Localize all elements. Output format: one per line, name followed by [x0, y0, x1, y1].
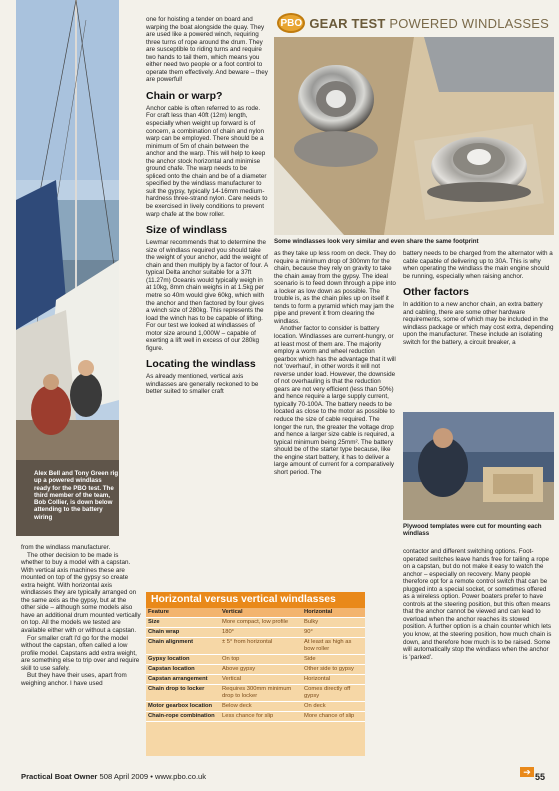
table-cell: 180°	[220, 628, 302, 638]
table-header-row	[146, 608, 365, 618]
table-cell: Chain drop to locker	[146, 685, 220, 702]
col2-paragraph: Anchor cable is often referred to as rode. For craft less than 40ft (12m) length, especially when weight up forward is of concern, a combination of chain and nylon warp can be employed. There should be a minimum of 5m of chain between the anchor and the warp. This will help to keep the anchor stock horizontal and minimise ground chafe. The warp needs to be spliced onto the chain and be of a diameter specified by the windlass manufacturer to suit the gypsy, typically 14-16mm medium-hardness three-strand nylon. Care needs to be exercised in lively conditions to prevent warp chafe at the bow roller.	[146, 104, 268, 218]
col3-paragraph: Another factor to consider is battery location. Windlasses are current-hungry, or at least most of them are. The majority employ a worm and wheel reduction gearbox which has the advantage that it will not 'overhaul', in other words it will not reverse under load. However, the downside of not overhauling is that the reduction gears are not very efficient (less than 50%) and hence require a large supply current, typically 70-100A. The battery needs to be located as close to the motor as possible to reduce the size of cable required. The longer the run, the greater the voltage drop and hence a larger size cable is required, a typical minimum being 25mm². The battery should be of the starter type because, like the engine start battery, it has to deliver a large amount of current for a comparatively short period. The	[274, 325, 396, 476]
table-cell: More chance of slip	[302, 712, 365, 722]
col4-paragraph: contactor and different switching options. Foot-operated switches leave hands free for tailing a rope on a capstan, but do not make it easy to watch the anchor – especially on recovery. Many people therefore opt for a remote control switch that can be plugged into a special socket, or sometimes offered as a wireless option. Power boaters prefer to have controls at the steering position, but this often means that the anchor cannot be viewed and can lead to overload when the anchor reaches its stowed position. A further option is a chain counter which lets you know, at the steering position, how much chain is down, and therefore how much is to be raised. Some will automatically stop the windlass when the anchor is 'parked'.	[403, 548, 552, 661]
table-cell: Comes directly off gypsy	[302, 685, 365, 702]
table-cell: Bulky	[302, 618, 365, 628]
col2-paragraph: Lewmar recommends that to determine the size of windlass required you should take the weight of your anchor, add the weight of chain and then multiply by a factor of four. A typical Delta anchor suitable for a 37ft (11.27m) Oceanis would typically weigh in at 10kg, 8mm chain weighs in at 1.5kg per metre so 40m would give 60kg, which with the anchor and then factored by four gives a winch size of 280kg. This represents the load the winch has to be capable of lifting. For our test we looked at windlasses of motor size around 1,000W – capable of exerting a lift well in excess of our 280kg figure.	[146, 239, 268, 352]
table-row	[146, 638, 365, 655]
table-row	[146, 702, 365, 712]
col2-paragraph: As already mentioned, vertical axis windlasses are generally reckoned to be better suited to smaller craft	[146, 373, 259, 396]
section-title-bold: GEAR TEST	[309, 15, 386, 31]
col3-paragraph: as they take up less room on deck. They do require a minimum drop of 300mm for the chain, because they rely on gravity to take the chain away from the gypsy. The ideal scenario is to feed down through a pipe into a locker as low down as possible. The trouble is, as the chain piles up on itself it tends to form a pyramid which may jam the pipe and prevent it from clearing the windlass.	[274, 250, 396, 325]
table-header-cell: Horizontal	[302, 608, 365, 618]
table-cell: On top	[220, 655, 302, 665]
text-column-4-continued	[403, 548, 554, 661]
issue-info: 508 April 2009	[99, 772, 149, 781]
table-row	[146, 665, 365, 675]
table-row	[146, 628, 365, 638]
table-cell: Gypsy location	[146, 655, 220, 665]
table-cell: Chain alignment	[146, 638, 220, 655]
templates-photo	[403, 412, 554, 520]
col1-paragraph: But they have their uses, apart from weighing anchor. I have used	[21, 672, 127, 687]
windlass-photo-illustration	[274, 37, 554, 235]
text-column-2	[146, 16, 268, 396]
table-row	[146, 675, 365, 685]
table-cell: On deck	[302, 702, 365, 712]
table-row	[146, 655, 365, 665]
templates-photo-illustration	[403, 412, 554, 520]
heading-locating-the-windlass: Locating the windlass	[146, 358, 256, 371]
table-row	[146, 685, 365, 702]
page-header	[277, 13, 549, 33]
table-row	[146, 712, 365, 722]
text-column-1	[21, 544, 141, 687]
table-cell: Chain-rope combination	[146, 712, 220, 722]
table-header-cell: Vertical	[220, 608, 302, 618]
table-cell: Chain wrap	[146, 628, 220, 638]
table-row	[146, 618, 365, 628]
left-photo-caption: Alex Bell and Tony Green rig up a powered windlass ready for the PBO test. The third member of the team, Bob Collier, is down below attending to the battery wiring	[34, 470, 119, 521]
table-cell: Requires 300mm minimum drop to locker	[220, 685, 302, 702]
table-cell: Capstan location	[146, 665, 220, 675]
section-title-rest: POWERED WINDLASSES	[389, 15, 549, 31]
table-header-cell: Feature	[146, 608, 220, 618]
text-column-4	[403, 250, 554, 346]
table-cell: Capstan arrangement	[146, 675, 220, 685]
section-title	[309, 16, 549, 31]
col1-paragraph: The other decision to be made is whether to buy a model with a capstan. With vertical axis machines these are mounted on top of the gypsy so create extra height. With horizontal axis windlasses they are typically arranged on the same axis as the gypsy, but at the other side – although some models also have an additional drum mounted vertically on top. All the models we tested are available either with or without a capstan.	[21, 551, 141, 635]
table-cell: At least as high as bow roller	[302, 638, 365, 655]
website-url: www.pbo.co.uk	[155, 772, 207, 781]
table-cell: Less chance for slip	[220, 712, 302, 722]
table-cell: Side	[302, 655, 365, 665]
magazine-name: Practical Boat Owner	[21, 772, 98, 781]
text-column-3	[274, 250, 397, 476]
top-photo-caption: Some windlasses look very similar and even share the same footprint	[274, 238, 479, 245]
continue-arrow-icon: ➔	[520, 767, 534, 777]
footer-bullet: •	[150, 772, 153, 781]
table-cell: Below deck	[220, 702, 302, 712]
pbo-logo: PBO	[277, 13, 305, 33]
heading-other-factors: Other factors	[403, 286, 469, 299]
heading-chain-or-warp: Chain or warp?	[146, 89, 223, 102]
table-cell: Horizontal	[302, 675, 365, 685]
comparison-table	[146, 592, 365, 756]
rigging-photo-illustration	[16, 0, 119, 536]
page-number: 55	[534, 772, 545, 782]
col4-paragraph: In addition to a new anchor chain, an extra battery and cabling, there are some other hardware requirements, some of which may be included in the windlass package or which may cost extra, depending upon the manufacturer. These include an isolating switch for the battery, a circuit breaker, a	[403, 301, 554, 346]
table-cell: Motor gearbox location	[146, 702, 220, 712]
col1-paragraph: from the windlass manufacturer.	[21, 544, 111, 551]
table-cell: 90°	[302, 628, 365, 638]
page-footer	[21, 772, 206, 781]
comparison-table-grid	[146, 608, 365, 722]
col4-paragraph: battery needs to be charged from the alternator with a cable capable of delivering up to 30A. This is why when operating the windlass the main engine should be running, especially when raising anchor.	[403, 250, 553, 280]
right-photo-caption: Plywood templates were cut for mounting each windlass	[403, 523, 542, 538]
table-cell: Vertical	[220, 675, 302, 685]
table-title: Horizontal versus vertical windlasses	[146, 592, 365, 608]
table-cell: Size	[146, 618, 220, 628]
table-cell: Above gypsy	[220, 665, 302, 675]
col2-paragraph: one for hoisting a tender on board and warping the boat alongside the quay. They are used like a powered winch, requiring three turns of rope around the drum. They are susceptible to riding turns and require two hands to tail them, which means you either need two people or a foot control to operate them effectively. And beware – they are powerful!	[146, 16, 268, 84]
col1-paragraph: For smaller craft I'd go for the model without the capstan, often called a low profile model. Capstans add extra weight, are something else to trip over and require skill to use safely.	[21, 634, 140, 672]
table-cell: ± 5° from horizontal	[220, 638, 302, 655]
table-cell: More compact, low profile	[220, 618, 302, 628]
windlass-photo	[274, 37, 554, 235]
heading-size-of-windlass: Size of windlass	[146, 224, 228, 237]
rigging-photo	[16, 0, 119, 536]
table-cell: Other side to gypsy	[302, 665, 365, 675]
